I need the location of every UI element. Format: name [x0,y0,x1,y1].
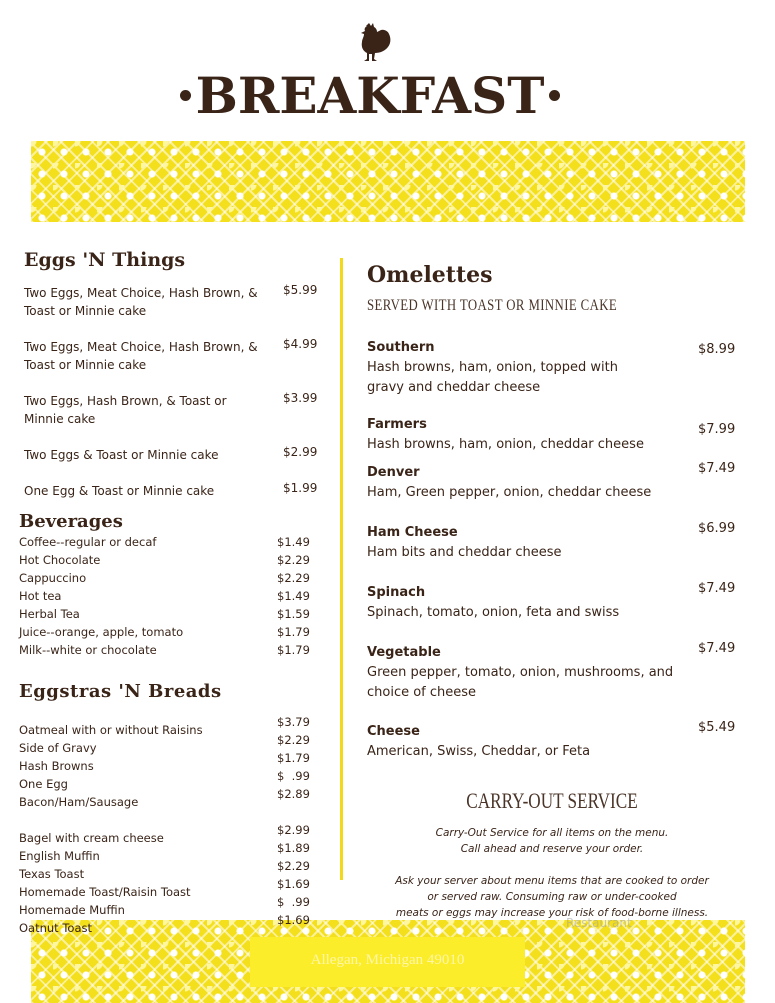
omelette-name: Spinach [367,585,426,600]
menu-title-text: BREAKFAST [195,66,545,125]
omelette-name: Denver [367,465,420,480]
omelettes-heading: Omelettes [367,262,493,288]
beverage-item-name: Herbal Tea [19,607,80,621]
omelette-name: Vegetable [367,645,441,660]
extras-item-name: One Egg [19,777,68,791]
omelette-price: $8.99 [698,342,736,357]
column-divider [340,258,343,880]
omelette-desc: Spinach, tomato, onion, feta and swiss [367,605,620,620]
left-dot-ornament [180,90,191,101]
extras-item-name: Bagel with cream cheese [19,831,164,845]
extras-item-name: Texas Toast [19,867,85,881]
eggs-item-2-line2: Toast or Minnie cake [24,358,147,372]
omelette-name: Farmers [367,417,427,432]
beverage-item-price: $1.79 [277,643,310,657]
omelette-price: $6.99 [698,521,736,536]
extras-item-price: $3.79 [277,715,310,729]
carryout-line: Call ahead and reserve your order. [460,843,644,855]
omelette-desc: Hash browns, ham, onion, topped with [367,360,618,375]
omelette-desc: Ham, Green pepper, onion, cheddar cheese [367,485,652,500]
omelette-desc: gravy and cheddar cheese [367,380,541,395]
omelette-desc: American, Swiss, Cheddar, or Feta [367,744,591,759]
extras-item-price: $2.29 [277,859,310,873]
menu-title [0,66,740,125]
extras-item-price: $1.79 [277,751,310,765]
extras-item-name: Side of Gravy [19,741,97,755]
location-text: Allegan, Michigan 49010 [310,952,465,968]
extras-item-price: $1.69 [277,913,310,927]
omelette-desc: Hash browns, ham, onion, cheddar cheese [367,437,644,452]
extras-item-name: Bacon/Ham/Sausage [19,795,139,809]
beverage-item-name: Juice--orange, apple, tomato [19,625,184,639]
omelette-name: Ham Cheese [367,525,458,540]
watermark: Restaurant [566,916,632,930]
beverage-item-price: $1.59 [277,607,310,621]
eggs-item-3-line2: Minnie cake [24,412,96,426]
beverage-item-price: $1.49 [277,535,310,549]
hen-icon [352,22,394,70]
beverage-item-price: $2.29 [277,553,310,567]
extras-item-price: $ .99 [277,895,310,909]
extras-item-name: Hash Browns [19,759,94,773]
eggs-item-1-line2: Toast or Minnie cake [24,304,147,318]
eggs-item-2-price: $4.99 [283,337,318,351]
omelette-desc: choice of cheese [367,685,477,700]
extras-item-price: $1.89 [277,841,310,855]
extras-item-price: $1.69 [277,877,310,891]
extras-item-price: $ .99 [277,769,310,783]
eggs-item-4-price: $2.99 [283,445,318,459]
omelette-price: $7.49 [698,581,736,596]
eggs-item-5-line1: One Egg & Toast or Minnie cake [24,484,215,498]
eggs-heading: Eggs 'N Things [24,249,186,271]
warning-line: meats or eggs may increase your risk of food-borne illness. [395,907,709,919]
extras-item-name: Homemade Muffin [19,903,125,917]
omelettes-subtitle: SERVED WITH TOAST OR MINNIE CAKE [367,297,618,314]
warning-line: or served raw. Consuming raw or under-cooked [427,891,677,903]
warning-line: Ask your server about menu items that are cooked to order [395,875,709,887]
omelette-price: $7.49 [698,461,736,476]
extras-item-name: Homemade Toast/Raisin Toast [19,885,191,899]
beverage-item-name: Cappuccino [19,571,87,585]
omelette-name: Southern [367,340,435,355]
right-dot-ornament [549,90,560,101]
top-pattern-band [31,141,745,222]
extras-item-price: $2.99 [277,823,310,837]
eggs-item-1-price: $5.99 [283,283,318,297]
carryout-title: CARRY-OUT SERVICE [466,788,638,813]
beverage-item-name: Hot Chocolate [19,553,101,567]
omelette-price: $7.49 [698,641,736,656]
omelette-desc: Green pepper, tomato, onion, mushrooms, and [367,665,674,680]
eggs-item-2-line1: Two Eggs, Meat Choice, Hash Brown, & [24,340,258,354]
eggs-item-3-line1: Two Eggs, Hash Brown, & Toast or [24,394,227,408]
omelette-name: Cheese [367,724,420,739]
extras-item-name: Oatnut Toast [19,921,93,935]
beverage-item-price: $2.29 [277,571,310,585]
eggs-item-3-price: $3.99 [283,391,318,405]
extras-item-name: English Muffin [19,849,100,863]
beverage-item-name: Coffee--regular or decaf [19,535,157,549]
omelette-price: $7.99 [698,422,736,437]
eggs-item-4-line1: Two Eggs & Toast or Minnie cake [24,448,219,462]
beverage-item-price: $1.49 [277,589,310,603]
extras-heading: Eggstras 'N Breads [19,681,222,702]
beverage-item-name: Milk--white or chocolate [19,643,157,657]
beverages-heading: Beverages [19,511,123,532]
omelette-price: $5.49 [698,720,736,735]
eggs-item-5-price: $1.99 [283,481,318,495]
beverage-item-name: Hot tea [19,589,62,603]
extras-item-name: Oatmeal with or without Raisins [19,723,203,737]
eggs-item-1-line1: Two Eggs, Meat Choice, Hash Brown, & [24,286,258,300]
omelette-desc: Ham bits and cheddar cheese [367,545,562,560]
carryout-line: Carry-Out Service for all items on the menu. [435,827,669,839]
extras-item-price: $2.89 [277,787,310,801]
extras-item-price: $2.29 [277,733,310,747]
beverage-item-price: $1.79 [277,625,310,639]
